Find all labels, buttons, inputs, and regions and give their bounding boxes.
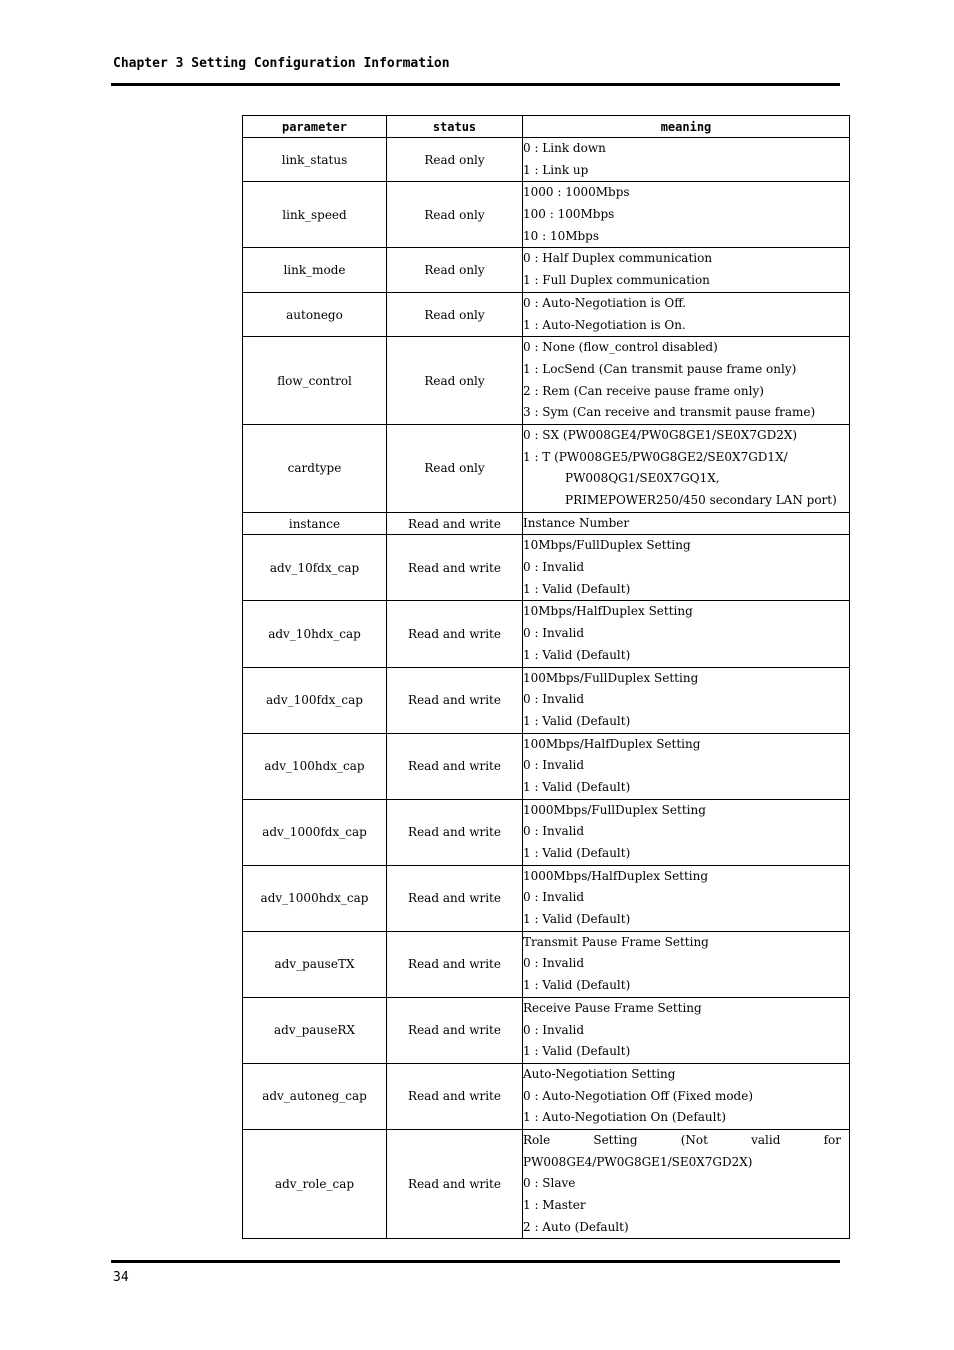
table-row (243, 667, 850, 733)
meaning-line: Auto-Negotiation Setting (523, 1066, 676, 1081)
parameter-meaning (523, 601, 850, 667)
table-row (243, 138, 850, 182)
table-row (243, 535, 850, 601)
meaning-line: PW008QG1/SE0X7GQ1X, (565, 471, 720, 486)
parameter-name: link_status (243, 138, 387, 182)
meaning-word: (Not (680, 1132, 708, 1147)
parameter-meaning (523, 337, 850, 425)
parameter-status: Read and write (387, 601, 523, 667)
table-row (243, 1129, 850, 1238)
parameter-status: Read only (387, 337, 523, 425)
parameter-status: Read and write (387, 997, 523, 1063)
header-divider (111, 83, 840, 86)
parameter-meaning (523, 512, 850, 535)
table-row (243, 292, 850, 336)
meaning-line: 10Mbps/FullDuplex Setting (523, 538, 691, 553)
meaning-word: Role (523, 1132, 551, 1147)
parameter-meaning (523, 248, 850, 292)
meaning-line: 10 : 10Mbps (523, 228, 600, 243)
table-row (243, 248, 850, 292)
meaning-line: 1 : Valid (Default) (523, 978, 631, 993)
parameter-status: Read and write (387, 1129, 523, 1238)
parameter-status: Read and write (387, 865, 523, 931)
meaning-word: valid (751, 1132, 781, 1147)
parameter-name: adv_pauseRX (243, 997, 387, 1063)
meaning-line: 1 : Valid (Default) (523, 1044, 631, 1059)
parameter-name: instance (243, 512, 387, 535)
meaning-line: 1 : Valid (Default) (523, 581, 631, 596)
meaning-line: 1 : Auto-Negotiation On (Default) (523, 1110, 727, 1125)
parameter-name: adv_100hdx_cap (243, 733, 387, 799)
parameter-status: Read and write (387, 512, 523, 535)
meaning-line: 1 : Master (523, 1198, 586, 1212)
parameter-name: autonego (243, 292, 387, 336)
meaning-word: Setting (593, 1132, 638, 1147)
meaning-line: Transmit Pause Frame Setting (523, 934, 709, 949)
meaning-line (523, 1130, 849, 1152)
table-header-row (243, 116, 850, 138)
meaning-line: Receive Pause Frame Setting (523, 1000, 702, 1015)
meaning-line: 0 : Invalid (523, 890, 585, 905)
parameter-meaning (523, 931, 850, 997)
column-header-meaning: meaning (523, 116, 850, 138)
parameter-meaning (523, 1129, 850, 1238)
meaning-line: 1 : Link up (523, 162, 589, 177)
meaning-line: 1 : Auto-Negotiation is On. (523, 317, 686, 332)
table-row (243, 865, 850, 931)
parameter-status: Read and write (387, 799, 523, 865)
meaning-line: 0 : Link down (523, 141, 606, 155)
meaning-line: 0 : Invalid (523, 560, 585, 575)
parameter-name: adv_10hdx_cap (243, 601, 387, 667)
table-body (243, 138, 850, 1239)
parameter-status: Read only (387, 424, 523, 512)
table-row (243, 799, 850, 865)
parameter-name: adv_role_cap (243, 1129, 387, 1238)
parameter-status: Read only (387, 182, 523, 248)
meaning-line: 0 : Auto-Negotiation Off (Fixed mode) (523, 1088, 754, 1103)
meaning-line: 0 : Auto-Negotiation is Off. (523, 295, 687, 310)
parameter-status: Read and write (387, 931, 523, 997)
meaning-line: 1 : LocSend (Can transmit pause frame only) (523, 361, 797, 376)
meaning-line: 0 : Invalid (523, 956, 585, 971)
parameter-meaning (523, 138, 850, 182)
meaning-line: 0 : Invalid (523, 1022, 585, 1037)
meaning-line: 1 : Valid (Default) (523, 713, 631, 728)
meaning-line: PW008GE4/PW0G8GE1/SE0X7GD2X) (523, 1154, 753, 1169)
table-row (243, 512, 850, 535)
parameter-name: cardtype (243, 424, 387, 512)
page-number: 34 (113, 1270, 129, 1285)
meaning-line: 100Mbps/FullDuplex Setting (523, 670, 699, 685)
footer-divider (111, 1260, 840, 1263)
meaning-line: 0 : Invalid (523, 824, 585, 839)
parameter-meaning (523, 424, 850, 512)
meaning-line: 1000 : 1000Mbps (523, 185, 630, 200)
column-header-parameter: parameter (243, 116, 387, 138)
meaning-line: 2 : Auto (Default) (523, 1219, 629, 1234)
meaning-line: 0 : Invalid (523, 758, 585, 773)
meaning-line: 100Mbps/HalfDuplex Setting (523, 736, 701, 751)
meaning-line: 0 : SX (PW008GE4/PW0G8GE1/SE0X7GD2X) (523, 427, 798, 442)
column-header-status: status (387, 116, 523, 138)
parameter-meaning (523, 997, 850, 1063)
meaning-word: for (823, 1132, 841, 1147)
parameter-status: Read only (387, 248, 523, 292)
meaning-line: 1 : Full Duplex communication (523, 273, 710, 288)
parameter-name: link_speed (243, 182, 387, 248)
parameter-name: adv_1000hdx_cap (243, 865, 387, 931)
parameter-status: Read and write (387, 1063, 523, 1129)
table-row (243, 931, 850, 997)
meaning-line: 0 : Invalid (523, 626, 585, 641)
parameter-meaning (523, 1063, 850, 1129)
table-row (243, 182, 850, 248)
parameter-name: flow_control (243, 337, 387, 425)
parameter-status: Read only (387, 292, 523, 336)
parameter-name: adv_autoneg_cap (243, 1063, 387, 1129)
parameter-status: Read and write (387, 535, 523, 601)
meaning-line: 1 : Valid (Default) (523, 779, 631, 794)
parameter-table (242, 115, 850, 1239)
parameter-meaning (523, 667, 850, 733)
parameter-meaning (523, 865, 850, 931)
parameter-meaning (523, 292, 850, 336)
table-row (243, 337, 850, 425)
meaning-line: 0 : Slave (523, 1176, 576, 1191)
meaning-line: 10Mbps/HalfDuplex Setting (523, 604, 693, 619)
meaning-line: 1 : T (PW008GE5/PW0G8GE2/SE0X7GD1X/ (523, 449, 788, 464)
table-row (243, 601, 850, 667)
meaning-line: 1000Mbps/HalfDuplex Setting (523, 868, 709, 883)
parameter-meaning (523, 799, 850, 865)
parameter-name: link_mode (243, 248, 387, 292)
parameter-status: Read and write (387, 667, 523, 733)
table-row (243, 997, 850, 1063)
meaning-line: 0 : Invalid (523, 692, 585, 707)
table-row (243, 733, 850, 799)
parameter-meaning (523, 182, 850, 248)
parameter-name: adv_1000fdx_cap (243, 799, 387, 865)
meaning-line: 2 : Rem (Can receive pause frame only) (523, 383, 764, 398)
parameter-name: adv_10fdx_cap (243, 535, 387, 601)
meaning-line: 1 : Valid (Default) (523, 912, 631, 927)
table-row (243, 1063, 850, 1129)
parameter-meaning (523, 733, 850, 799)
meaning-line: PRIMEPOWER250/450 secondary LAN port) (565, 493, 837, 507)
meaning-line: Instance Number (523, 515, 630, 530)
meaning-line: 1000Mbps/FullDuplex Setting (523, 802, 706, 817)
parameter-name: adv_100fdx_cap (243, 667, 387, 733)
meaning-line: 0 : None (flow_control disabled) (523, 340, 718, 355)
meaning-line: 1 : Valid (Default) (523, 647, 631, 662)
meaning-line: 100 : 100Mbps (523, 207, 615, 222)
meaning-line: 1 : Valid (Default) (523, 846, 631, 860)
table-row (243, 424, 850, 512)
parameter-name: adv_pauseTX (243, 931, 387, 997)
parameter-status: Read and write (387, 733, 523, 799)
meaning-line: 3 : Sym (Can receive and transmit pause frame) (523, 405, 816, 420)
meaning-line: 0 : Half Duplex communication (523, 251, 713, 266)
parameter-status: Read only (387, 138, 523, 182)
chapter-title: Chapter 3 Setting Configuration Information (113, 56, 450, 71)
parameter-meaning (523, 535, 850, 601)
